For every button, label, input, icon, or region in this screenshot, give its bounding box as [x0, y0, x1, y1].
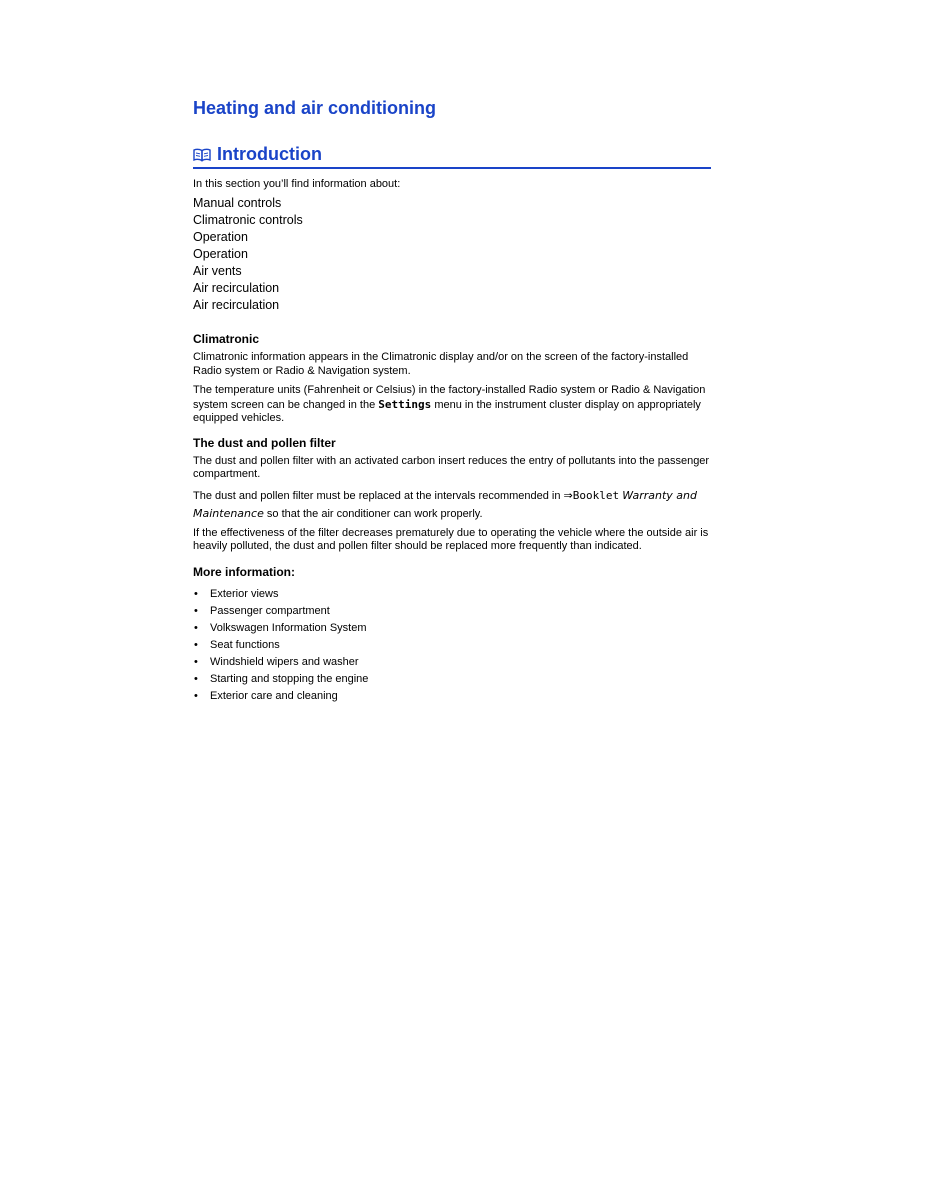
bullet-icon: •	[194, 604, 198, 617]
bullet-icon: •	[194, 587, 198, 600]
more-info-label: Windshield wipers and washer	[210, 655, 359, 668]
more-info-list	[193, 586, 711, 705]
bullet-icon: •	[194, 638, 198, 651]
section-header	[193, 142, 711, 169]
more-info-link[interactable]	[193, 637, 711, 654]
more-info-link[interactable]	[193, 603, 711, 620]
more-info-link[interactable]	[193, 620, 711, 637]
chapter-title: Heating and air conditioning	[193, 98, 436, 118]
topic-list	[193, 195, 711, 314]
topic-link[interactable]: Air vents	[193, 264, 242, 278]
more-info-label: Passenger compartment	[210, 604, 330, 617]
paragraph-text: so that the air conditioner can work properly.	[263, 507, 483, 520]
book-icon	[193, 148, 211, 162]
intro-line: In this section you’ll find information about:	[193, 178, 401, 190]
reference-arrow-icon: ⇒	[563, 489, 573, 502]
topic-link[interactable]: Manual controls	[193, 196, 282, 210]
bullet-icon: •	[194, 621, 198, 634]
paragraph-text: The temperature units (Fahrenheit or Celsius) in the factory-installed Radio system or Radio & Navigation system screen can be changed in the	[193, 384, 706, 411]
manual-page	[193, 96, 711, 705]
temperature-units-paragraph	[193, 384, 711, 426]
more-info-link[interactable]	[193, 586, 711, 603]
climatronic-paragraph: Climatronic information appears in the Climatronic display and/or on the screen of the factory-installed Radio system or Radio & Navigation system.	[193, 351, 689, 377]
bullet-icon: •	[194, 655, 198, 668]
paragraph-text: menu in the instrument cluster display on appropriately equipped vehicles.	[193, 398, 701, 424]
bullet-icon: •	[194, 689, 198, 702]
more-info-label: Exterior care and cleaning	[210, 689, 338, 702]
more-info-link[interactable]	[193, 654, 711, 671]
filter-effectiveness-paragraph: If the effectiveness of the filter decreases prematurely due to operating the vehicle where the outside air is heavily polluted, the dust and pollen filter should be replaced more frequently than indicated.	[193, 526, 709, 552]
more-info-label: Seat functions	[210, 638, 280, 651]
more-info-label: Starting and stopping the engine	[210, 672, 369, 685]
more-info-label: Exterior views	[210, 587, 279, 600]
filter-paragraph: The dust and pollen filter with an activated carbon insert reduces the entry of pollutants into the passenger compartment.	[193, 454, 710, 480]
paragraph-text: The dust and pollen filter must be replaced at the intervals recommended in	[193, 489, 564, 502]
topic-link[interactable]: Air recirculation	[193, 281, 280, 295]
filter-replacement-paragraph	[193, 487, 711, 523]
more-info-link[interactable]	[193, 688, 711, 705]
topic-link[interactable]: Climatronic controls	[193, 213, 303, 227]
section-title: Introduction	[217, 144, 322, 164]
topic-link[interactable]: Operation	[193, 230, 248, 244]
settings-menu-name: Settings	[378, 397, 432, 411]
topic-link[interactable]: Air recirculation	[193, 298, 280, 312]
climatronic-heading: Climatronic	[193, 332, 260, 346]
booklet-label: Booklet	[572, 488, 620, 502]
more-info-link[interactable]	[193, 671, 711, 688]
more-info-label: Volkswagen Information System	[210, 621, 367, 634]
booklet-title-link[interactable]: Warranty and Maintenance	[193, 488, 697, 520]
topic-link[interactable]: Operation	[193, 247, 248, 261]
bullet-icon: •	[194, 672, 198, 685]
more-info-heading: More information:	[193, 564, 295, 579]
filter-heading: The dust and pollen filter	[193, 435, 336, 450]
